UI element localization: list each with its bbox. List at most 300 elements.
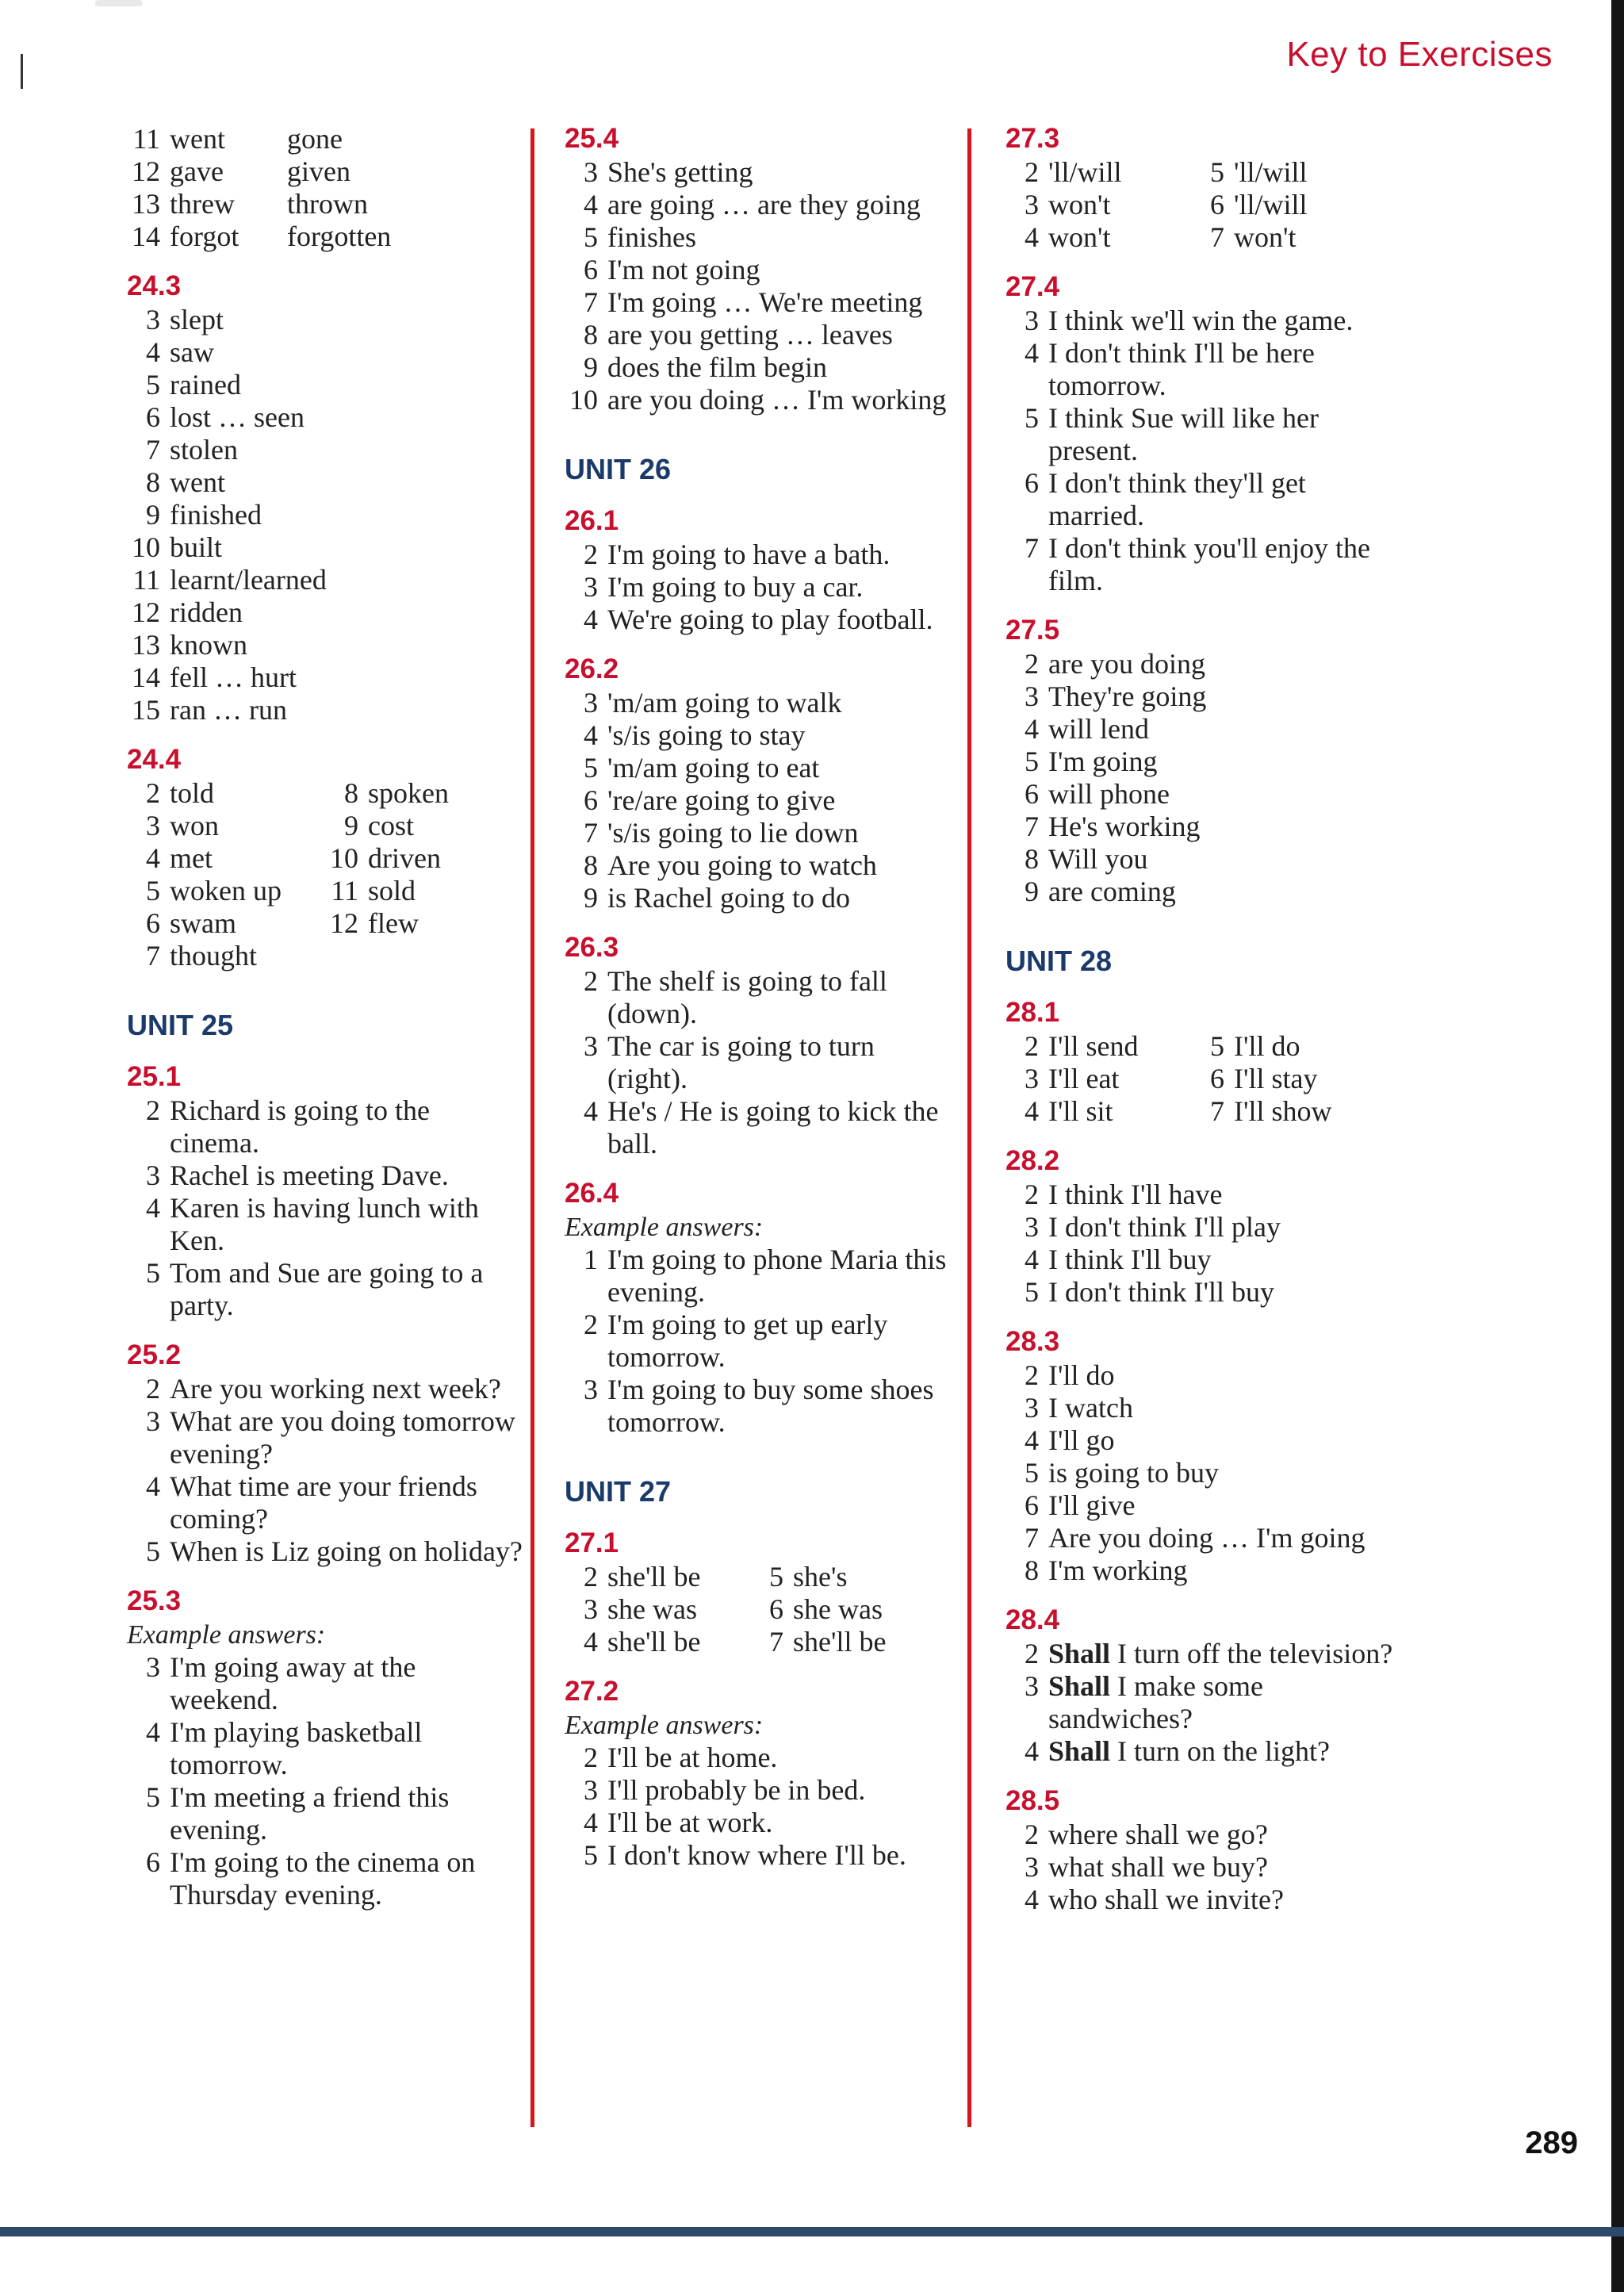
page-header: Key to Exercises — [1286, 35, 1553, 74]
answer-item — [127, 1405, 523, 1470]
answer-text: is Rachel going to do — [607, 882, 850, 914]
section-26-2 — [565, 653, 961, 914]
exercise-heading: 27.2 — [565, 1676, 619, 1707]
answer-item — [1005, 680, 1402, 713]
answer-text: We're going to play football. — [607, 604, 933, 635]
answer-item — [1005, 778, 1402, 811]
answer-number: 2 — [1025, 156, 1039, 188]
section-24-2-continued — [127, 123, 523, 253]
exercise-heading: 28.4 — [1005, 1604, 1060, 1635]
answer-text: she'll be — [607, 1561, 701, 1593]
section-24-3 — [127, 270, 523, 726]
answer-item — [1005, 648, 1402, 680]
answer-number: 7 — [769, 1626, 783, 1658]
answer-item — [1005, 745, 1402, 778]
answer-number: 9 — [344, 810, 358, 841]
answer-item — [127, 1535, 523, 1568]
answer-text: I'll send — [1048, 1030, 1139, 1062]
answer-number: 3 — [1025, 1392, 1039, 1424]
answer-pair-row — [1005, 1030, 1402, 1063]
exercise-heading: 28.5 — [1005, 1785, 1060, 1816]
answer-text: won't — [1048, 221, 1111, 253]
answer-text: 're/are going to give — [607, 784, 836, 816]
section-24-4 — [127, 744, 523, 972]
answer-number: 2 — [1025, 1030, 1039, 1062]
answer-text: I don't think I'll be here tomorrow. — [1048, 337, 1315, 401]
column-divider-1 — [530, 128, 534, 2127]
section-26-1 — [565, 505, 961, 636]
example-note: Example answers: — [127, 1620, 326, 1650]
answer-item — [127, 1470, 523, 1535]
unit-heading: UNIT 25 — [127, 1009, 234, 1041]
answer-text: I'm not going — [607, 254, 760, 286]
answer-item — [127, 1192, 523, 1257]
answer-item — [1005, 467, 1402, 532]
answer-text — [1042, 1638, 1402, 1670]
answer-item — [325, 875, 523, 907]
answer-text: 'll/will — [1234, 189, 1308, 220]
answer-number: 7 — [1025, 1522, 1039, 1554]
answer-item — [1005, 532, 1402, 597]
answer-text: Will you — [1048, 843, 1148, 875]
answer-number: 4 — [584, 719, 598, 751]
answer-number: 4 — [584, 1095, 598, 1127]
answer-pair-row — [1005, 1095, 1402, 1128]
answer-number: 7 — [1210, 1095, 1224, 1127]
answer-number: 6 — [146, 907, 160, 939]
answer-number: 10 — [569, 384, 598, 416]
answer-list — [127, 304, 523, 726]
answer-bold-word: Shall — [1048, 1670, 1111, 1702]
answer-item — [565, 604, 961, 636]
answer-text: won — [170, 810, 219, 841]
answer-number: 2 — [146, 777, 160, 809]
answer-item — [127, 1651, 523, 1716]
answer-text: where shall we go? — [1048, 1819, 1268, 1850]
answer-text: sold — [368, 875, 416, 906]
exercise-heading: 27.4 — [1005, 271, 1060, 302]
answer-text: I watch — [1048, 1392, 1133, 1424]
answer-text: are you doing — [1048, 648, 1205, 680]
answer-list-right — [325, 777, 523, 972]
answer-item — [127, 661, 523, 694]
answer-item — [325, 810, 523, 842]
answer-text: won't — [1234, 221, 1297, 253]
answer-number: 4 — [584, 604, 598, 635]
answer-text: I don't know where I'll be. — [607, 1839, 906, 1871]
paired-answers — [565, 1561, 961, 1658]
answer-number: 2 — [584, 965, 598, 997]
answer-number: 5 — [1025, 1276, 1039, 1308]
answer-text: I'm playing basketball tomorrow. — [170, 1716, 423, 1780]
page-edge-bar — [1611, 0, 1624, 2292]
answer-number: 11 — [132, 564, 160, 596]
answer-list — [127, 1373, 523, 1568]
answer-text: she'll be — [793, 1626, 887, 1658]
answer-item — [325, 777, 523, 810]
answer-number: 2 — [584, 539, 598, 570]
scan-smudge — [95, 0, 143, 6]
answer-text: Richard is going to the cinema. — [170, 1094, 430, 1159]
paired-answers — [1005, 156, 1402, 254]
answer-pair-row — [565, 1626, 961, 1658]
answer-number: 6 — [584, 784, 598, 816]
answer-item — [1005, 876, 1402, 908]
answer-item — [325, 842, 523, 875]
exercise-heading: 25.2 — [127, 1340, 182, 1370]
answer-text: I'll give — [1048, 1489, 1136, 1521]
answer-number: 15 — [132, 694, 160, 726]
answer-text: learnt/learned — [170, 564, 327, 596]
answer-number: 9 — [584, 351, 598, 383]
answer-item — [127, 907, 325, 940]
answer-number: 3 — [584, 1774, 598, 1806]
answer-number: 2 — [1025, 648, 1039, 680]
answer-number: 2 — [146, 1094, 160, 1126]
answer-item — [565, 221, 961, 254]
answer-item — [565, 156, 961, 189]
answer-number: 10 — [132, 531, 160, 563]
answer-text: I'm going to buy a car. — [607, 571, 864, 603]
exercise-heading: 26.1 — [565, 505, 619, 536]
answer-number: 4 — [1025, 221, 1039, 253]
answer-item — [127, 810, 325, 842]
answer-item — [565, 1244, 961, 1309]
answer-number: 4 — [1025, 337, 1039, 369]
answer-item — [127, 401, 523, 434]
answer-item — [1005, 305, 1402, 337]
answer-text: 'm/am going to walk — [607, 687, 842, 719]
answer-text: I don't think you'll enjoy the film. — [1048, 532, 1370, 596]
answer-number: 8 — [146, 466, 160, 498]
answer-item — [127, 875, 325, 907]
answer-number: 3 — [584, 1374, 598, 1405]
answer-rest: I make some sandwiches? — [1048, 1670, 1263, 1734]
answer-text: I'm going to have a bath. — [607, 539, 891, 570]
answer-number: 6 — [1025, 467, 1039, 499]
answer-number: 8 — [584, 319, 598, 351]
answer-number: 4 — [1025, 1424, 1039, 1456]
answer-text: I think Sue will like her present. — [1048, 402, 1319, 466]
answer-number: 3 — [1025, 680, 1039, 712]
answer-text: are you doing … I'm working — [607, 384, 947, 416]
answer-text: she was — [793, 1593, 883, 1625]
answer-number: 10 — [330, 842, 358, 874]
answer-number: 4 — [1025, 713, 1039, 745]
answer-item — [1005, 1554, 1402, 1587]
answer-number: 4 — [584, 1626, 598, 1658]
answer-rest: I turn on the light? — [1110, 1735, 1330, 1767]
answer-text: are coming — [1048, 876, 1176, 907]
answer-pair: 13 threw thrown — [132, 188, 368, 220]
answer-number: 4 — [1025, 1244, 1039, 1275]
section-27-1 — [565, 1527, 961, 1658]
answer-item — [565, 719, 961, 752]
answer-number: 6 — [146, 1846, 160, 1878]
answer-text: saw — [170, 336, 214, 368]
answer-number: 3 — [146, 304, 160, 335]
answer-item — [565, 965, 961, 1030]
answer-text: I'll stay — [1234, 1063, 1318, 1094]
answer-text: I'm meeting a friend this evening. — [170, 1781, 450, 1845]
answer-item — [565, 687, 961, 719]
answer-list — [565, 1742, 961, 1872]
answer-number: 3 — [146, 1405, 160, 1437]
answer-item — [127, 694, 523, 726]
margin-mark — [21, 54, 23, 89]
answer-item — [1005, 713, 1402, 745]
answer-number: 2 — [584, 1561, 598, 1593]
answer-text: The car is going to turn (right). — [607, 1030, 875, 1094]
answer-item — [1005, 1489, 1402, 1522]
answer-text: driven — [368, 842, 441, 874]
answer-item — [565, 1839, 961, 1872]
answer-text: swam — [170, 907, 236, 939]
answer-number: 3 — [1025, 1851, 1039, 1883]
column-3 — [1005, 123, 1402, 1916]
answer-item — [1005, 1211, 1402, 1244]
answer-pair: 12 gave given — [132, 155, 350, 187]
answer-item — [127, 499, 523, 531]
answer-number: 5 — [769, 1561, 783, 1593]
two-column-answers — [127, 777, 523, 972]
answer-text: she was — [607, 1593, 697, 1625]
answer-item — [1005, 1522, 1402, 1554]
answer-number: 7 — [584, 817, 598, 849]
answer-number: 5 — [584, 752, 598, 784]
page-bottom-bar — [0, 2227, 1624, 2236]
answer-number: 4 — [584, 189, 598, 220]
answer-bold-word: Shall — [1048, 1735, 1111, 1767]
answer-text: Karen is having lunch with Ken. — [170, 1192, 479, 1256]
answer-text: I'll go — [1048, 1424, 1115, 1456]
answer-text: what shall we buy? — [1048, 1851, 1268, 1883]
answer-number: 5 — [1025, 402, 1039, 434]
exercise-heading: 25.1 — [127, 1061, 182, 1092]
answer-number: 4 — [146, 1192, 160, 1224]
unit-heading: UNIT 28 — [1005, 945, 1113, 977]
answer-text: I'll do — [1048, 1359, 1115, 1391]
answer-bold-word: Shall — [1048, 1638, 1111, 1669]
answer-item — [127, 777, 325, 810]
answer-item — [1005, 1735, 1402, 1768]
paired-answers — [1005, 1030, 1402, 1128]
answer-text: I think I'll buy — [1048, 1244, 1212, 1275]
answer-number: 4 — [1025, 1884, 1039, 1915]
answer-text: finished — [170, 499, 262, 531]
answer-item — [127, 1846, 523, 1911]
answer-number: 2 — [584, 1742, 598, 1773]
answer-number: 14 — [132, 661, 160, 693]
answer-number: 3 — [1025, 1063, 1039, 1094]
answer-number: 3 — [1025, 1670, 1039, 1702]
answer-item — [565, 1774, 961, 1807]
answer-text: The shelf is going to fall (down). — [607, 965, 887, 1029]
answer-number: 9 — [584, 882, 598, 914]
answer-number: 5 — [584, 1839, 598, 1871]
answer-number: 7 — [584, 286, 598, 318]
answer-number: 8 — [1025, 843, 1039, 875]
answer-item — [565, 1374, 961, 1439]
section-25-4 — [565, 123, 961, 416]
answer-item — [1005, 1670, 1402, 1735]
answer-text: finishes — [607, 221, 696, 253]
answer-number: 2 — [1025, 1179, 1039, 1210]
answer-text: she'll be — [607, 1626, 701, 1658]
answer-item — [1005, 1819, 1402, 1851]
section-27-2 — [565, 1676, 961, 1872]
answer-text: 'll/will — [1234, 156, 1308, 188]
answer-number: 12 — [330, 907, 358, 939]
section-26-3 — [565, 932, 961, 1160]
answer-item — [127, 304, 523, 336]
answer-text: I think we'll win the game. — [1048, 305, 1354, 336]
answer-text: I don't think they'll get married. — [1048, 467, 1306, 531]
answer-item — [1005, 1359, 1402, 1392]
answer-item — [1005, 402, 1402, 467]
section-26-4 — [565, 1178, 961, 1439]
answer-item — [1005, 811, 1402, 843]
answer-list — [1005, 305, 1402, 597]
column-2 — [565, 123, 961, 1872]
answer-item — [127, 466, 523, 499]
answer-text: slept — [170, 304, 224, 335]
answer-text: I don't think I'll buy — [1048, 1276, 1274, 1308]
answer-pair: 11 went gone — [132, 123, 343, 155]
answer-item — [127, 1257, 523, 1322]
exercise-heading: 28.2 — [1005, 1145, 1060, 1176]
answer-text: I'll eat — [1048, 1063, 1120, 1094]
answer-text: I'm going to buy some shoes tomorrow. — [607, 1374, 934, 1438]
answer-text: who shall we invite? — [1048, 1884, 1284, 1915]
answer-text: won't — [1048, 189, 1111, 220]
answer-text: I'll probably be in bed. — [607, 1774, 866, 1806]
answer-text: will lend — [1048, 713, 1149, 745]
answer-number: 4 — [1025, 1735, 1039, 1767]
answer-text: I'll do — [1234, 1030, 1300, 1062]
answer-text: told — [170, 777, 215, 809]
answer-number: 3 — [146, 810, 160, 841]
answer-item — [565, 1807, 961, 1839]
answer-number: 9 — [1025, 876, 1039, 907]
answer-item — [1005, 1276, 1402, 1309]
answer-item — [325, 907, 523, 940]
answer-item — [565, 351, 961, 384]
answer-number: 3 — [1025, 1211, 1039, 1243]
answer-number: 4 — [146, 336, 160, 368]
answer-text: Tom and Sue are going to a party. — [170, 1257, 484, 1321]
answer-number: 5 — [146, 369, 160, 401]
answer-item — [1005, 1884, 1402, 1916]
answer-number: 5 — [1210, 156, 1224, 188]
answer-pair-row — [1005, 221, 1402, 254]
answer-number: 3 — [584, 1593, 598, 1625]
answer-list — [565, 965, 961, 1160]
unit-heading: UNIT 26 — [565, 453, 672, 485]
answer-item — [127, 1716, 523, 1781]
answer-number: 5 — [1025, 745, 1039, 777]
answer-number: 6 — [1210, 1063, 1224, 1094]
answer-text: 'm/am going to eat — [607, 752, 820, 784]
answer-item — [565, 384, 961, 416]
answer-number: 6 — [1210, 189, 1224, 220]
answer-number: 9 — [146, 499, 160, 531]
answer-pair: 14 forgot forgotten — [132, 220, 392, 252]
answer-text: I don't think I'll play — [1048, 1211, 1281, 1243]
exercise-heading: 25.3 — [127, 1585, 182, 1616]
answer-text: does the film begin — [607, 351, 827, 383]
answer-number: 3 — [146, 1651, 160, 1683]
exercise-heading: 28.3 — [1005, 1326, 1060, 1357]
answer-text: built — [170, 531, 223, 563]
exercise-heading: 27.5 — [1005, 615, 1060, 646]
answer-item — [127, 336, 523, 369]
column-divider-2 — [967, 128, 971, 2127]
exercise-heading: 26.3 — [565, 932, 619, 963]
answer-number: 3 — [584, 156, 598, 188]
answer-number: 5 — [1025, 1457, 1039, 1489]
section-27-5 — [1005, 615, 1402, 908]
answer-number: 6 — [1025, 1489, 1039, 1521]
answer-item — [127, 596, 523, 629]
exercise-heading: 24.4 — [127, 744, 182, 775]
answer-item — [1005, 1638, 1402, 1670]
exercise-heading: 28.1 — [1005, 997, 1060, 1028]
answer-item — [565, 784, 961, 817]
answer-number: 5 — [146, 1257, 160, 1289]
section-28-4 — [1005, 1604, 1402, 1768]
answer-number: 2 — [1025, 1359, 1039, 1391]
answer-text: are you getting … leaves — [607, 319, 893, 351]
answer-number: 2 — [1025, 1638, 1039, 1669]
answer-text: stolen — [170, 434, 238, 466]
answer-list — [565, 687, 961, 914]
page-number: 289 — [1525, 2125, 1578, 2160]
answer-list — [127, 1651, 523, 1911]
answer-text: are going … are they going — [607, 189, 921, 220]
answer-number: 3 — [1025, 305, 1039, 336]
answer-item — [565, 1030, 961, 1095]
answer-number: 8 — [344, 777, 358, 809]
answer-number: 5 — [584, 221, 598, 253]
answer-text: 's/is going to stay — [607, 719, 806, 751]
answer-text: ran … run — [170, 694, 287, 726]
answer-number: 5 — [146, 875, 160, 906]
answer-item — [1005, 337, 1402, 402]
answer-item — [565, 849, 961, 882]
answer-item — [127, 629, 523, 661]
section-28-2 — [1005, 1145, 1402, 1309]
answer-number: 13 — [132, 629, 160, 661]
answer-text: When is Liz going on holiday? — [170, 1535, 523, 1567]
section-27-3 — [1005, 123, 1402, 254]
answer-text: she's — [793, 1561, 848, 1593]
answer-number: 4 — [1025, 1095, 1039, 1127]
answer-text: Are you going to watch — [607, 849, 877, 881]
column-1 — [127, 123, 523, 1911]
answer-number: 6 — [584, 254, 598, 286]
answer-item — [565, 189, 961, 221]
answer-number: 4 — [584, 1807, 598, 1838]
answer-text: They're going — [1048, 680, 1207, 712]
answer-number: 6 — [146, 401, 160, 433]
answer-number: 11 — [331, 875, 358, 906]
answer-item — [565, 1742, 961, 1774]
answer-text: I'm going — [1048, 745, 1158, 777]
answer-text: 'll/will — [1048, 156, 1122, 188]
answer-text: will phone — [1048, 778, 1170, 810]
answer-text: 's/is going to lie down — [607, 817, 859, 849]
